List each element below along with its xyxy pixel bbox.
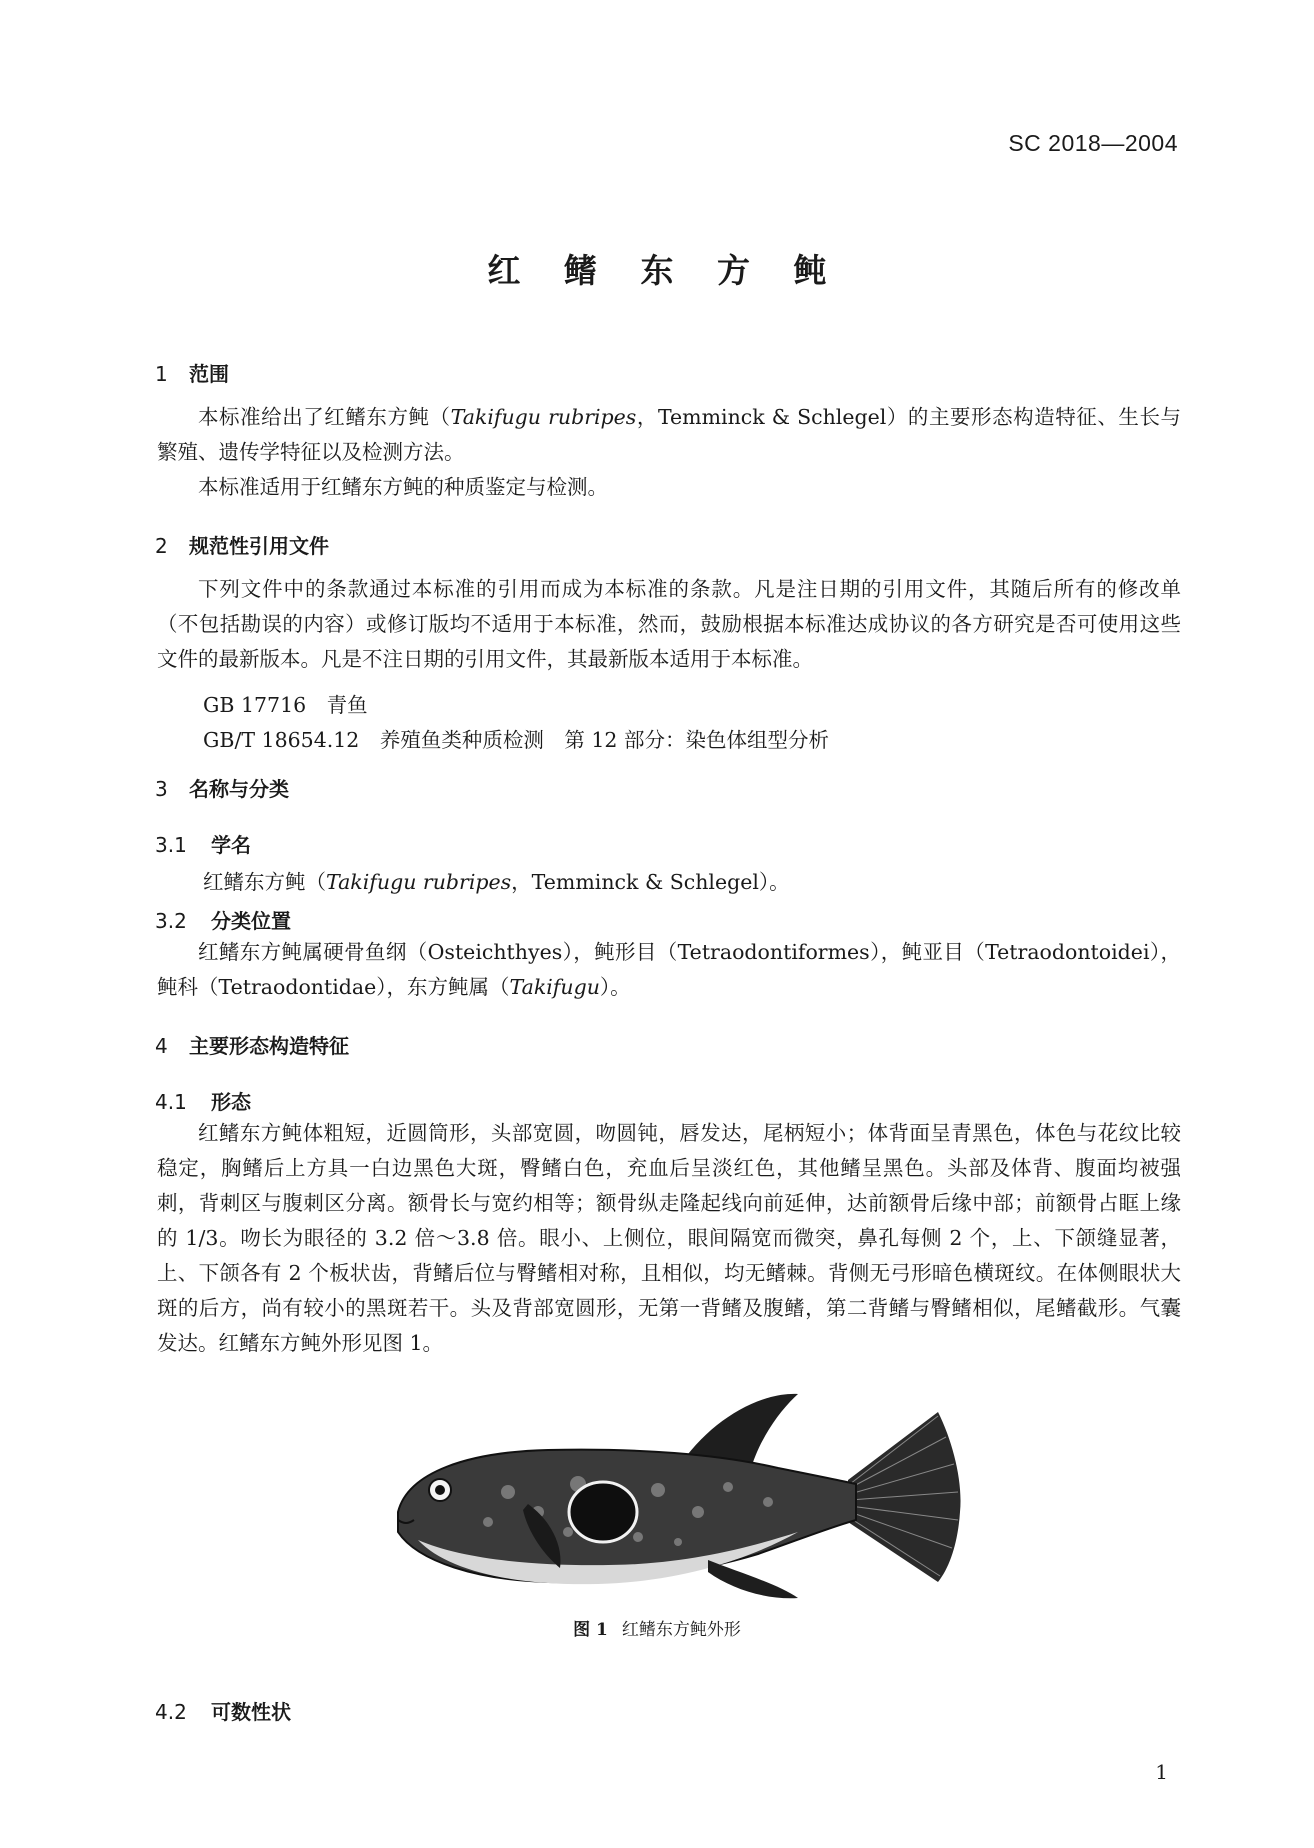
standard-number: SC 2018—2004 — [1008, 130, 1178, 156]
subsection-4-1-heading — [155, 1086, 251, 1115]
subsection-number: 3.1 — [155, 833, 187, 857]
text: 红鳍东方鲀属硬骨鱼纲（Osteichthyes），鲀形目（Tetraodontiformes），鲀亚目（Tetraodontoidei），鲀科（Tetraodontidae），东方鲀属（ — [157, 940, 1181, 999]
normative-reference: GB 17716 青鱼 — [203, 693, 368, 717]
document-title: 红 鳍 东 方 鲀 — [487, 251, 843, 290]
figure-label: 图 1 — [573, 1620, 608, 1640]
section-1-heading — [155, 358, 229, 387]
subsection-number: 4.1 — [155, 1090, 187, 1114]
figure-caption — [0, 1615, 1314, 1640]
subsection-number: 4.2 — [155, 1700, 187, 1724]
paragraph: 本标准适用于红鳍东方鲀的种质鉴定与检测。 — [198, 475, 608, 499]
subsection-number: 3.2 — [155, 909, 187, 933]
subsection-title: 形态 — [211, 1090, 251, 1114]
figure-1 — [378, 1372, 966, 1602]
pupil — [435, 1485, 445, 1495]
classification-body — [157, 935, 1181, 1005]
section-number: 1 — [155, 362, 168, 386]
section-number: 3 — [155, 777, 168, 801]
morphology-body — [157, 1116, 1181, 1361]
subsection-4-2-heading — [155, 1696, 291, 1725]
section-2-body — [157, 572, 1181, 677]
section-title: 规范性引用文件 — [189, 534, 329, 558]
section-title: 范围 — [189, 362, 229, 386]
subsection-title: 可数性状 — [211, 1700, 291, 1724]
tail-fin — [848, 1412, 961, 1582]
paragraph: 红鳍东方鲀体粗短，近圆筒形，头部宽圆，吻圆钝，唇发达，尾柄短小；体背面呈青黑色，体色与花纹比较稳定，胸鳍后上方具一白边黑色大斑，臀鳍白色，充血后呈淡红色，其他鳍呈黑色。头部及体背、腹面均被强刺，背刺区与腹刺区分离。额骨长与宽约相等；额骨纵走隆起线向前延伸，达前额骨后缘中部；前额骨占眶上缘的 1/3。吻长为眼径的 3.2 倍～3.8 倍。眼小、上侧位，眼间隔宽而微突，鼻孔每侧 2 个，上、下颌缝显著，上、下颌各有 2 个板状齿，背鳍后位与臀鳍相对称，且相似，均无鳍棘。背侧无弓形暗色横斑纹。在体侧眼状大斑的后方，尚有较小的黑斑若干。头及背部宽圆形，无第一背鳍及腹鳍，第二背鳍与臀鳍相似，尾鳍截形。气囊发达。红鳍东方鲀外形见图 1。 — [157, 1121, 1181, 1355]
section-number: 4 — [155, 1034, 168, 1058]
text: 本标准给出了红鳍东方鲀（ — [198, 405, 451, 429]
anal-fin — [708, 1560, 798, 1598]
section-2-heading — [155, 530, 329, 559]
scientific-name: Takifugu — [509, 975, 600, 999]
scientific-name: Takifugu rubripes — [326, 870, 512, 894]
paragraph: 下列文件中的条款通过本标准的引用而成为本标准的条款。凡是注日期的引用文件，其随后所有的修改单（不包括勘误的内容）或修订版均不适用于本标准，然而，鼓励根据本标准达成协议的各方研究是否可使用这些文件的最新版本。凡是不注日期的引用文件，其最新版本适用于本标准。 — [157, 577, 1181, 671]
figure-caption-text: 红鳍东方鲀外形 — [621, 1620, 741, 1640]
scientific-name: Takifugu rubripes — [450, 405, 637, 429]
pufferfish-illustration — [378, 1372, 966, 1602]
paragraph — [157, 400, 1181, 470]
section-4-heading — [155, 1030, 349, 1059]
text: 红鳍东方鲀（ — [203, 870, 326, 894]
text: ，Temminck & Schlegel）。 — [511, 870, 790, 894]
paragraph — [157, 935, 1181, 1005]
section-1-body — [157, 400, 1181, 505]
text: ，Temminck & Schlegel）的主要形态构造特征、生长与繁殖、遗传学特征以及检测方法。 — [157, 405, 1182, 464]
scientific-name-line — [203, 865, 790, 895]
subsection-title: 学名 — [211, 833, 251, 857]
subsection-title: 分类位置 — [211, 909, 291, 933]
section-number: 2 — [155, 534, 168, 558]
text: ）。 — [599, 975, 631, 999]
subsection-3-1-heading — [155, 829, 251, 858]
section-title: 主要形态构造特征 — [189, 1034, 349, 1058]
section-title: 名称与分类 — [189, 777, 289, 801]
ocellus-spot — [569, 1482, 637, 1542]
section-3-heading — [155, 773, 289, 802]
subsection-3-2-heading — [155, 905, 291, 934]
page-number: 1 — [1155, 1760, 1168, 1784]
normative-reference: GB/T 18654.12 养殖鱼类种质检测 第 12 部分：染色体组型分析 — [203, 728, 829, 752]
